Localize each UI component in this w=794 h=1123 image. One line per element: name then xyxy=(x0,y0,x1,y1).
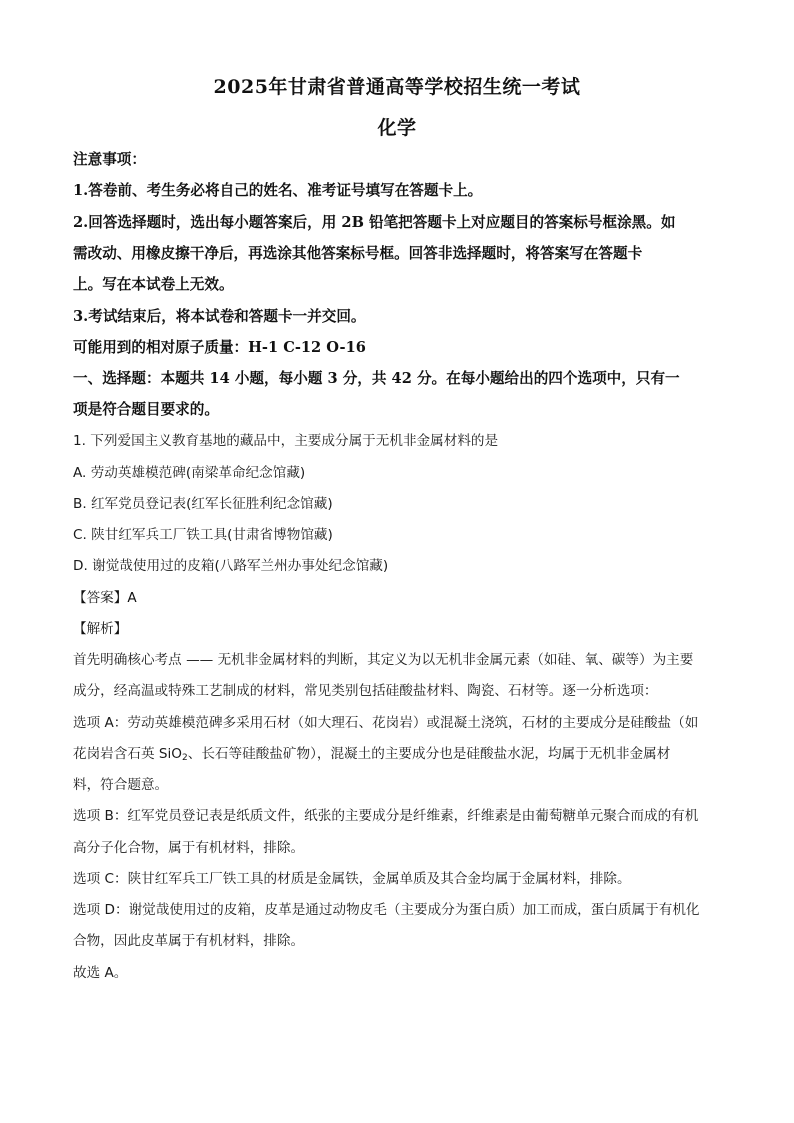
section-heading-line-1: 一、选择题：本题共 14 小题，每小题 3 分，共 42 分。在每小题给出的四个选项中，只有一 xyxy=(73,370,680,387)
analysis-b-line-2: 高分子化合物，属于有机材料，排除。 xyxy=(73,840,305,856)
analysis-label: 【解析】 xyxy=(73,621,128,637)
option-a: A. 劳动英雄模范碑(南梁革命纪念馆藏) xyxy=(73,465,306,481)
analysis-c-line-1: 选项 C：陕甘红军兵工厂铁工具的材质是金属铁，金属单质及其合金均属于金属材料，排除。 xyxy=(73,871,631,887)
answer-line xyxy=(73,589,733,607)
notice-heading: 注意事项： xyxy=(73,151,146,168)
analysis-a-line-2-pre: 花岗岩含石英 SiO xyxy=(73,746,182,762)
notice-item-3: 3.考试结束后，将本试卷和答题卡一并交回。 xyxy=(73,308,366,325)
notice-item-2-line-2: 需改动、用橡皮擦干净后，再选涂其他答案标号框。回答非选择题时，将答案写在答题卡 xyxy=(73,245,643,262)
analysis-a-line-2 xyxy=(73,745,733,763)
analysis-d-line-2: 合物，因此皮革属于有机材料，排除。 xyxy=(73,933,305,949)
analysis-a-line-1: 选项 A：劳动英雄模范碑多采用石材（如大理石、花岗岩）或混凝土浇筑，石材的主要成分是硅酸盐（如 xyxy=(73,715,699,731)
notice-item-2-line-3: 上。写在本试卷上无效。 xyxy=(73,276,234,293)
answer-value: A xyxy=(127,590,137,606)
analysis-a-line-2-post: 、长石等硅酸盐矿物），混凝土的主要成分也是硅酸盐水泥，均属于无机非金属材 xyxy=(187,746,671,762)
answer-label: 【答案】 xyxy=(73,590,128,606)
question-stem: 1. 下列爱国主义教育基地的藏品中，主要成分属于无机非金属材料的是 xyxy=(73,433,499,449)
exam-title: 2025年甘肃省普通高等学校招生统一考试 xyxy=(213,76,581,98)
formula-subscript: 2 xyxy=(182,753,188,763)
notice-item-1: 1.答卷前、考生务必将自己的姓名、准考证号填写在答题卡上。 xyxy=(73,182,483,199)
analysis-b-line-1: 选项 B：红军党员登记表是纸质文件，纸张的主要成分是纤维素，纤维素是由葡萄糖单元聚合而成的有机 xyxy=(73,808,699,824)
analysis-d-line-1: 选项 D：谢觉哉使用过的皮箱，皮革是通过动物皮毛（主要成分为蛋白质）加工而成，蛋白质属于有机化 xyxy=(73,902,700,918)
option-c: C. 陕甘红军兵工厂铁工具(甘肃省博物馆藏) xyxy=(73,527,333,543)
option-d: D. 谢觉哉使用过的皮箱(八路军兰州办事处纪念馆藏) xyxy=(73,558,389,574)
section-heading-line-2: 项是符合题目要求的。 xyxy=(73,401,219,418)
analysis-conclusion: 故选 A。 xyxy=(73,965,128,981)
subject-title: 化学 xyxy=(377,117,417,139)
analysis-p1-line-1: 首先明确核心考点 —— 无机非金属材料的判断，其定义为以无机非金属元素（如硅、氧、碳等）为主要 xyxy=(73,652,694,668)
notice-item-2-line-1: 2.回答选择题时，选出每小题答案后，用 2B 铅笔把答题卡上对应题目的答案标号框涂黑。如 xyxy=(73,214,676,231)
analysis-a-line-3: 料，符合题意。 xyxy=(73,777,169,793)
option-b: B. 红军党员登记表(红军长征胜利纪念馆藏) xyxy=(73,496,333,512)
atomic-mass-line: 可能用到的相对原子质量：H-1 C-12 O-16 xyxy=(73,339,366,356)
analysis-p1-line-2: 成分，经高温或特殊工艺制成的材料，常见类别包括硅酸盐材料、陶瓷、石材等。逐一分析选项： xyxy=(73,683,658,699)
